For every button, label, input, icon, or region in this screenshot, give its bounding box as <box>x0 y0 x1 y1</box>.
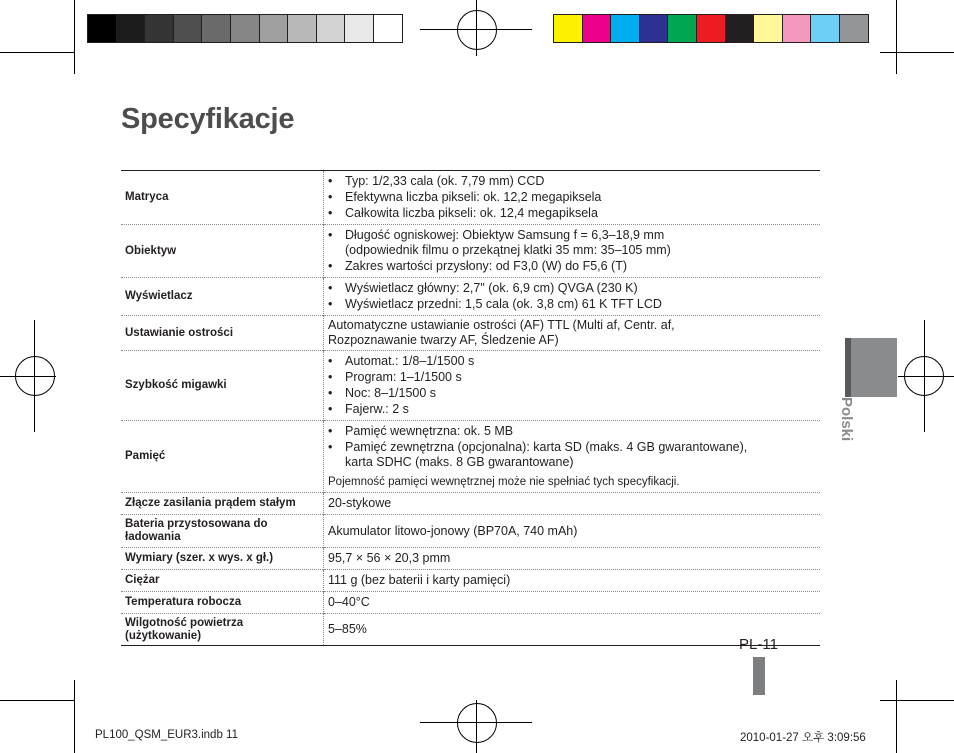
color-swatch <box>839 14 869 43</box>
language-tab-block <box>845 338 897 397</box>
color-swatch <box>782 14 812 43</box>
color-swatch <box>316 14 346 43</box>
color-swatch <box>810 14 840 43</box>
language-tab-accent <box>845 338 851 397</box>
spec-label: Wilgotność powietrza (użytkowanie) <box>121 614 324 646</box>
spec-label: Wymiary (szer. x wys. x gł.) <box>121 548 324 570</box>
list-item <box>328 228 816 258</box>
footer-file-info: PL100_QSM_EUR3.indb 11 <box>95 729 238 741</box>
list-item: • Całkowita liczba pikseli: ok. 12,4 megapiksela <box>328 206 816 221</box>
list-item: • Efektywna liczba pikseli: ok. 12,2 megapiksela <box>328 190 816 205</box>
table-row <box>121 171 820 225</box>
list-item <box>328 440 816 470</box>
table-row <box>121 548 820 570</box>
list-item: • Automat.: 1/8–1/1500 s <box>328 354 816 369</box>
color-swatch <box>582 14 612 43</box>
memory-note: Pojemność pamięci wewnętrznej może nie spełniać tych specyfikacji. <box>328 476 680 488</box>
spec-label: Szybkość migawki <box>121 351 324 421</box>
table-row <box>121 421 820 493</box>
color-swatch <box>116 14 146 43</box>
color-swatch <box>173 14 203 43</box>
footer-timestamp: 2010-01-27 오후 3:09:56 <box>740 732 866 744</box>
spec-text: Automatyczne ustawianie ostrości (AF) TTL (Multi af, Centr. af, <box>328 318 675 332</box>
table-row <box>121 592 820 614</box>
language-tab-label <box>827 397 867 447</box>
list-item: • Wyświetlacz główny: 2,7" (ok. 6,9 cm) QVGA (230 K) <box>328 281 816 296</box>
table-row <box>121 570 820 592</box>
color-swatch <box>639 14 669 43</box>
table-row <box>121 614 820 646</box>
table-row <box>121 515 820 548</box>
color-swatch <box>667 14 697 43</box>
color-swatch <box>259 14 289 43</box>
spec-value: 111 g (bez baterii i karty pamięci) <box>324 570 821 592</box>
spec-label: Temperatura robocza <box>121 592 324 614</box>
color-swatch <box>553 14 583 43</box>
color-swatch <box>87 14 117 43</box>
table-row <box>121 278 820 316</box>
spec-value <box>324 278 821 316</box>
color-swatch <box>144 14 174 43</box>
spec-value <box>324 171 821 225</box>
spec-label: Bateria przystosowana do ładowania <box>121 515 324 548</box>
color-swatch <box>201 14 231 43</box>
list-item: • Wyświetlacz przedni: 1,5 cala (ok. 3,8 cm) 61 K TFT LCD <box>328 297 816 312</box>
spec-value: Akumulator litowo-jonowy (BP70A, 740 mAh) <box>324 515 821 548</box>
page-number: PL-11 <box>739 636 778 653</box>
color-swatch <box>725 14 755 43</box>
spec-text: Rozpoznawanie twarzy AF, Śledzenie AF) <box>328 333 559 347</box>
page-number-bar <box>753 657 765 695</box>
spec-label: Pamięć <box>121 421 324 493</box>
spec-label: Obiektyw <box>121 225 324 278</box>
color-swatch <box>753 14 783 43</box>
spec-label: Ustawianie ostrości <box>121 316 324 351</box>
color-swatch <box>287 14 317 43</box>
table-row <box>121 351 820 421</box>
spec-table <box>121 170 820 646</box>
list-item-text: (odpowiednik filmu o przekątnej klatki 35 mm: 35–105 mm) <box>345 243 671 257</box>
table-row <box>121 225 820 278</box>
page-title: Specyfikacje <box>121 103 295 135</box>
spec-label: Złącze zasilania prądem stałym <box>121 493 324 515</box>
spec-value <box>324 316 821 351</box>
list-item-text: Pamięć zewnętrzna (opcjonalna): karta SD (maks. 4 GB gwarantowane), <box>345 440 748 454</box>
table-row <box>121 316 820 351</box>
color-swatch <box>230 14 260 43</box>
list-item: • Fajerw.: 2 s <box>328 402 816 417</box>
spec-value <box>324 351 821 421</box>
list-item-text: Długość ogniskowej: Obiektyw Samsung f = 6,3–18,9 mm <box>345 228 665 242</box>
spec-value: 5–85% <box>324 614 821 646</box>
spec-value: 0–40°C <box>324 592 821 614</box>
table-row <box>121 493 820 515</box>
color-swatch <box>344 14 374 43</box>
color-swatch <box>373 14 403 43</box>
spec-value <box>324 225 821 278</box>
language-tab-text: Polski <box>838 397 855 442</box>
list-item: • Noc: 8–1/1500 s <box>328 386 816 401</box>
color-swatch <box>610 14 640 43</box>
list-item-text: karta SDHC (maks. 8 GB gwarantowane) <box>345 455 574 469</box>
color-swatch <box>696 14 726 43</box>
list-item: • Pamięć wewnętrzna: ok. 5 MB <box>328 424 816 439</box>
list-item: • Program: 1–1/1500 s <box>328 370 816 385</box>
spec-label: Matryca <box>121 171 324 225</box>
spec-label: Ciężar <box>121 570 324 592</box>
spec-value <box>324 421 821 493</box>
spec-value: 20-stykowe <box>324 493 821 515</box>
list-item: • Zakres wartości przysłony: od F3,0 (W) do F5,6 (T) <box>328 259 816 274</box>
spec-label: Wyświetlacz <box>121 278 324 316</box>
list-item: • Typ: 1/2,33 cala (ok. 7,79 mm) CCD <box>328 174 816 189</box>
spec-value: 95,7 × 56 × 20,3 pmm <box>324 548 821 570</box>
